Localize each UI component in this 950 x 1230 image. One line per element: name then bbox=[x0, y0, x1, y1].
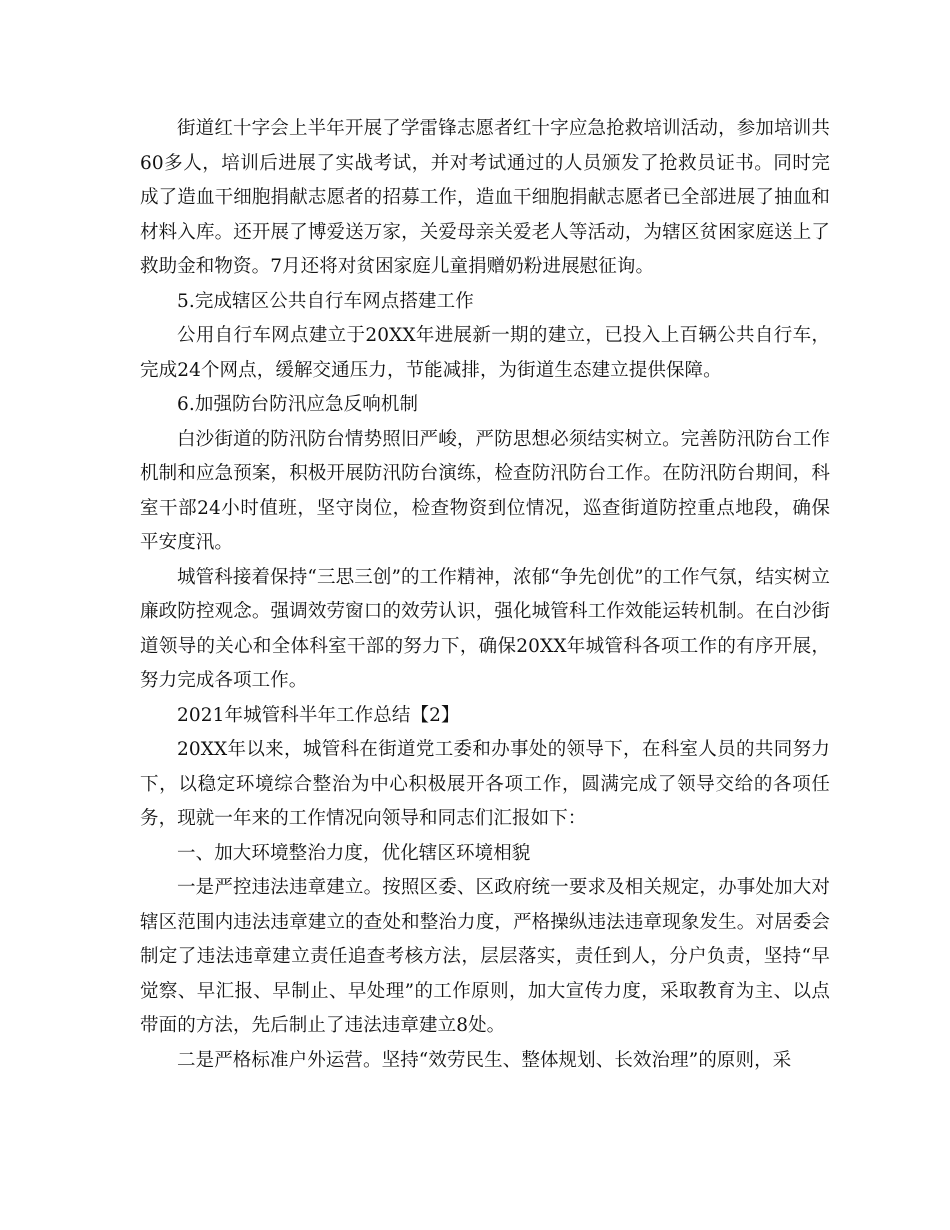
paragraph-illegal-construction: 一是严控违法违章建立。按照区委、区政府统一要求及相关规定，办事处加大对辖区范围内违法违章建立的查处和整治力度，严格操纵违法违章现象发生。对居委会制定了违法违章建立责任追查考核方法，层层落实，责任到人，分户负责，坚持“早觉察、早汇报、早制止、早处理”的工作原则，加大宣传力度，采取教育为主、以点带面的方法，先后制止了违法违章建立8处。 bbox=[140, 877, 830, 1036]
document-body bbox=[140, 112, 830, 1078]
paragraph-work-spirit: 城管科接着保持“三思三创”的工作精神，浓郁“争先创优”的工作气氛，结实树立廉政防控观念。强调效劳窗口的效劳认识，强化城管科工作效能运转机制。在白沙街道领导的关心和全体科室干部的努力下，确保20XX年城管科各项工作的有序开展，努力完成各项工作。 bbox=[140, 566, 830, 691]
heading-public-bicycle: 5.完成辖区公共自行车网点搭建工作 bbox=[177, 290, 474, 312]
paragraph-public-bicycle: 公用自行车网点建立于20XX年进展新一期的建立，已投入上百辆公共自行车，完成24个网点，缓解交通压力，节能减排，为街道生态建立提供保障。 bbox=[140, 325, 830, 381]
heading-environment: 一、加大环境整治力度，优化辖区环境相貌 bbox=[177, 842, 531, 864]
paragraph-red-cross-activities: 街道红十字会上半年开展了学雷锋志愿者红十字应急抢救培训活动，参加培训共60多人，培训后进展了实战考试，并对考试通过的人员颁发了抢救员证书。同时完成了造血干细胞捐献志愿者的招募工作，造血干细胞捐献志愿者已全部进展了抽血和材料入库。还开展了博爱送万家，关爱母亲关爱老人等活动，为辖区贫困家庭送上了救助金和物资。7月还将对贫困家庭儿童捐赠奶粉进展慰征询。 bbox=[140, 118, 830, 277]
heading-flood-typhoon: 6.加强防台防汛应急反响机制 bbox=[177, 394, 419, 415]
paragraph-intro: 20XX年以来，城管科在街道党工委和办事处的领导下，在科室人员的共同努力下，以稳定环境综合整治为中心积极展开各项工作，圆满完成了领导交给的各项任务，现就一年来的工作情况向领导和同志们汇报如下： bbox=[140, 739, 830, 829]
paragraph-flood-typhoon: 白沙街道的防汛防台情势照旧严峻，严防思想必须结实树立。完善防汛防台工作机制和应急预案，积极开展防汛防台演练，检查防汛防台工作。在防汛防台期间，科室干部24小时值班，坚守岗位，检查物资到位情况，巡查街道防控重点地段，确保平安度汛。 bbox=[140, 428, 830, 553]
paragraph-outdoor-operation: 二是严格标准户外运营。坚持“效劳民生、整体规划、长效治理”的原则，采 bbox=[177, 1049, 792, 1071]
section-title-summary-2: 2021年城管科半年工作总结【2】 bbox=[177, 704, 460, 726]
